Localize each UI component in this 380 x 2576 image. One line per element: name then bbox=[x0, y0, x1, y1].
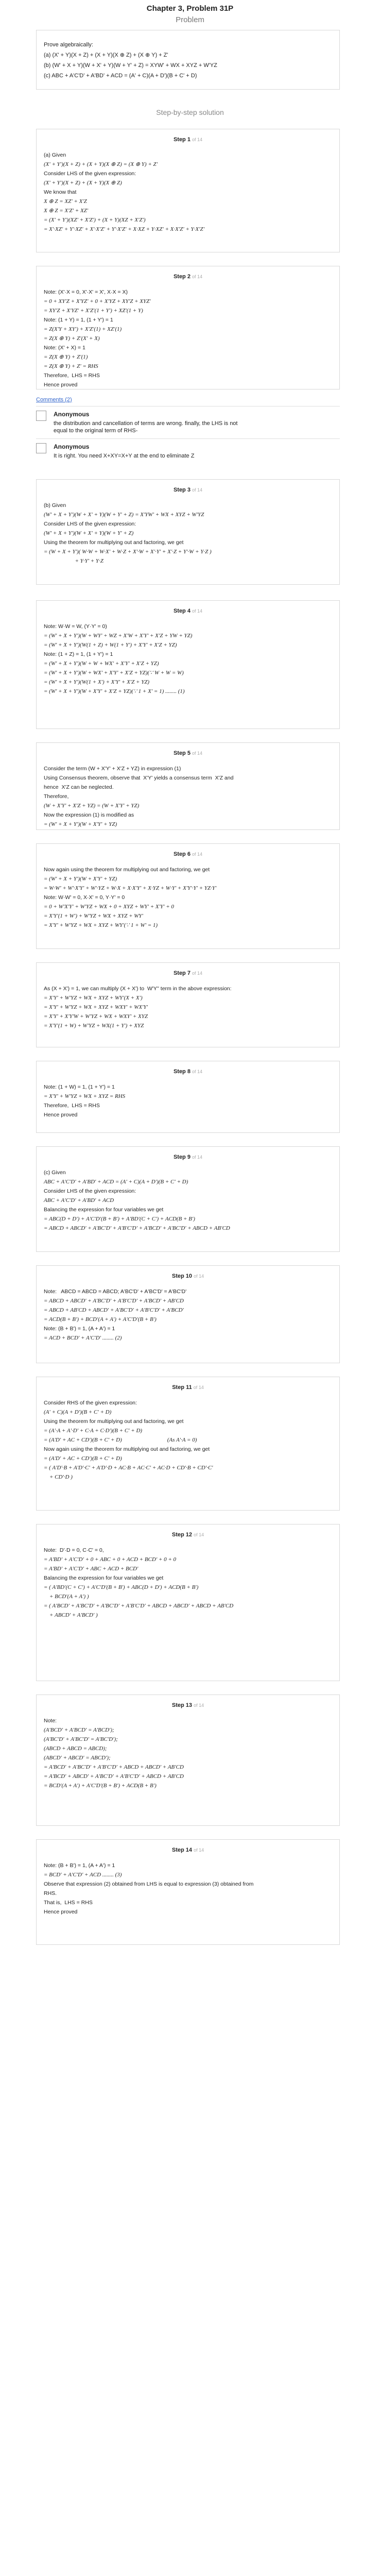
step-header bbox=[37, 844, 339, 867]
math-line: = A'BD' + A'C'D' + 0 + ABC + 0 + ACD + BCD' + 0 + 0 bbox=[44, 1556, 177, 1563]
step-card bbox=[36, 1524, 340, 1681]
step-number: Step 3 bbox=[173, 487, 191, 493]
problem-statement bbox=[36, 30, 340, 90]
step-header bbox=[37, 743, 339, 766]
step-of-total: of 14 bbox=[194, 1532, 204, 1537]
text-line: (b) Given bbox=[44, 502, 66, 509]
math-line: (ABCD' + ABCD' = ABCD'); bbox=[44, 1755, 111, 1761]
step-card bbox=[36, 962, 340, 1047]
math-line: = Z(X'Y + XY') + X'Z'(1) + XZ'(1) bbox=[44, 326, 122, 332]
step-body bbox=[37, 1547, 339, 1626]
step-body bbox=[37, 766, 339, 830]
problem-line: (c) ABC + A'C'D' + A'BD' + ACD = (A' + C)(A + D')(B + C' + D) bbox=[44, 73, 197, 79]
problem-line: Prove algebraically: bbox=[44, 42, 93, 48]
math-line: = (A'·A + A'·D' + C·A + C·D')(B + C' + D) bbox=[44, 1428, 143, 1434]
step-number: Step 10 bbox=[171, 1273, 193, 1279]
step-body bbox=[37, 152, 339, 241]
text-line: Therefore, LHS = RHS bbox=[44, 372, 100, 379]
step-of-total: of 14 bbox=[192, 274, 203, 279]
step-by-step-label: Step-by-step solution bbox=[156, 108, 224, 116]
comment bbox=[36, 438, 340, 464]
math-line: = (W + X + Y')( W·W + W·X' + W·Z + X'·W + X'·Y' + X'·Z + Y'·W + Y·Z ) bbox=[44, 549, 212, 555]
text-line: Note: (B + B') = 1, (A + A') = 1 bbox=[44, 1862, 115, 1869]
step-of-total: of 14 bbox=[192, 852, 203, 857]
step-number: Step 4 bbox=[173, 608, 191, 614]
step-header bbox=[37, 1377, 339, 1400]
math-line: = XY'Z + X'YZ' + X'Z'(1 + Y') + XZ'(1 + Y) bbox=[44, 308, 143, 314]
text-line: Consider LHS of the given expression: bbox=[44, 1188, 136, 1194]
comment-text: the distribution and cancellation of terms are wrong. finally, the LHS is not equal to the original term of RHS- bbox=[54, 420, 238, 434]
math-line: = ABCD + ABCD' + A'BC'D' + A'B'C'D' + A'BCD' + A'BC'D' + ABCD + AB'CD bbox=[44, 1225, 230, 1231]
text-line: Note: W·W' = 0, X·X' = 0, Y·Y' = 0 bbox=[44, 894, 125, 901]
step-of-total: of 14 bbox=[192, 1069, 203, 1074]
step-card bbox=[36, 742, 340, 830]
step-card bbox=[36, 1146, 340, 1252]
text-line: hence X'Z can be neglected. bbox=[44, 784, 114, 790]
math-line: = (W' + X + Y')(W + X'Y' + X'Z + YZ)(∵ 1 + X' = 1) ........ (1) bbox=[44, 688, 185, 694]
text-line: Observe that expression (2) obtained from LHS is equal to expression (3) obtained from bbox=[44, 1881, 254, 1887]
comment-author: Anonymous bbox=[54, 411, 90, 418]
text-line: Note: (1 + W) = 1, (1 + Y') = 1 bbox=[44, 1084, 115, 1090]
text-line: Consider RHS of the given expression: bbox=[44, 1400, 137, 1406]
math-line: = (A'D' + AC + CD')(B + C' + D) bbox=[44, 1455, 122, 1462]
math-line: = ( A'D'·B + A'D'·C' + A'D'·D + AC·B + AC·C' + AC·D + CD'·B + CD'·C' bbox=[44, 1465, 213, 1471]
step-body bbox=[37, 289, 339, 389]
math-line: X ⊕ Z = X'Z' + XZ' bbox=[44, 208, 89, 214]
math-line: = ACD(B + B') + BCD'(A + A') + A'C'D'(B + B') bbox=[44, 1316, 157, 1323]
text-line: Using Consensus theorem, observe that X'Y' yields a consensus term X'Z and bbox=[44, 775, 234, 781]
step-of-total: of 14 bbox=[192, 751, 203, 756]
math-line: = X'Y'(1 + W) + W'YZ + WX(1 + Y') + XYZ bbox=[44, 1023, 144, 1029]
problem-line: (a) (X' + Y)(X + Z) + (X + Y)(X ⊕ Z) + (X ⊕ Y) + Z' bbox=[44, 52, 168, 58]
math-line: = 0 + XY'Z + X'YZ' + 0 + X'YZ + XY'Z + XYZ' bbox=[44, 298, 151, 304]
problem-label: Problem bbox=[176, 15, 204, 24]
text-line: Now again using the theorem for multiplying out and factoring, we get bbox=[44, 1446, 210, 1452]
text-line: Note: (X' + X) = 1 bbox=[44, 345, 85, 351]
math-line: (X' + Y')(X + Z) + (X + Y)(X ⊕ Z) bbox=[44, 180, 122, 186]
text-line: We know that bbox=[44, 189, 77, 195]
text-line: (c) Given bbox=[44, 1170, 66, 1176]
step-header bbox=[37, 1266, 339, 1289]
math-line: = ( A'BCD' + A'BC'D' + A'BC'D' + A'B'C'D' + ABCD + ABCD' + ABCD + AB'CD bbox=[44, 1603, 234, 1609]
text-line: Using the theorem for multiplying out and factoring, we get bbox=[44, 539, 184, 546]
math-line: = X'Y'(1 + W') + W'YZ + WX + XYZ + WY' bbox=[44, 913, 143, 919]
step-header bbox=[37, 1840, 339, 1862]
step-body bbox=[37, 502, 339, 572]
avatar bbox=[36, 443, 46, 453]
math-line: = (X' + Y')(XZ' + X'Z') + (X + Y)(XZ + X'Z') bbox=[44, 217, 146, 223]
step-header bbox=[37, 1695, 339, 1718]
comments-link[interactable]: Comments (2) bbox=[36, 397, 72, 403]
math-line: = Z(X ⊕ Y) + Z'(1) bbox=[44, 354, 88, 360]
math-line: = A'BD' + A'C'D' + ABC + ACD + BCD' bbox=[44, 1566, 139, 1572]
comment-author: Anonymous bbox=[54, 443, 90, 450]
step-of-total: of 14 bbox=[192, 1155, 203, 1160]
math-line: (A' + C)(A + D')(B + C' + D) bbox=[44, 1409, 112, 1415]
comments-section bbox=[36, 389, 340, 464]
math-line: = A'BCD' + A'BC'D' + A'B'C'D' + ABCD + ABCD' + AB'CD bbox=[44, 1764, 184, 1770]
text-line: RHS. bbox=[44, 1890, 57, 1896]
text-line: Hence proved bbox=[44, 382, 78, 388]
text-line: Using the theorem for multiplying out and factoring, we get bbox=[44, 1418, 184, 1425]
math-line: (A'BC'D' + A'BC'D' = A'BC'D'); bbox=[44, 1736, 118, 1742]
text-line: Now the expression (1) is modified as bbox=[44, 812, 134, 818]
comment-text: It is right. You need X+XY=X+Y at the end to eliminate Z bbox=[54, 453, 195, 459]
step-card bbox=[36, 129, 340, 252]
math-line: = (W' + X + Y')(W + X'Y' + YZ) bbox=[44, 876, 117, 882]
step-of-total: of 14 bbox=[192, 487, 203, 493]
math-line: = X'Y' + W'YZ + WX + XYZ + WY'(∵ 1 + W' = 1) bbox=[44, 922, 158, 928]
text-line: Consider the term (W + X'Y' + X'Z + YZ) in expression (1) bbox=[44, 766, 181, 772]
math-line: = Z(X ⊕ Y) + Z' = RHS bbox=[44, 363, 98, 369]
step-of-total: of 14 bbox=[192, 137, 203, 142]
step-number: Step 9 bbox=[173, 1154, 191, 1160]
text-line: Note: bbox=[44, 1718, 57, 1724]
math-line: = W·W' + W'·X'Y' + W'·YZ + W·X + X·X'Y' + X·YZ + W·Y' + X'Y'·Y' + YZ·Y' bbox=[44, 885, 217, 891]
step-header bbox=[37, 129, 339, 152]
step-number: Step 2 bbox=[173, 274, 191, 280]
step-header bbox=[37, 1524, 339, 1547]
step-number: Step 7 bbox=[173, 970, 191, 976]
math-line: = BCD' + A'C'D' + ACD ........ (3) bbox=[44, 1872, 122, 1878]
step-of-total: of 14 bbox=[192, 971, 203, 976]
math-line: (W' + X + Y')(W + X' + Y)(W + Y' + Z) bbox=[44, 530, 134, 536]
text-line: Note: D'·D = 0, C·C' = 0, bbox=[44, 1547, 104, 1553]
step-header bbox=[37, 480, 339, 502]
math-line: (W' + X + Y')(W + X' + Y)(W + Y' + Z) = X'YW' + WX + XYZ + W'YZ bbox=[44, 512, 204, 518]
step-card bbox=[36, 1061, 340, 1133]
math-line: = ABC(D + D') + A'C'D'(B + B') + A'BD'(C + C') + ACD(B + B') bbox=[44, 1216, 195, 1222]
math-line: = (W' + X + Y')(W + W + WX' + X'Y' + X'Z + YZ) bbox=[44, 660, 159, 667]
step-card bbox=[36, 1377, 340, 1511]
text-line: That is, LHS = RHS bbox=[44, 1900, 93, 1906]
math-line: = BCD'(A + A') + A'C'D'(B + B') + ACD(B + B') bbox=[44, 1783, 157, 1789]
step-of-total: of 14 bbox=[193, 1385, 204, 1390]
math-line: + BCD'(A + A') ) bbox=[44, 1594, 89, 1600]
text-line: Note: (1 + Y) = 1, (1 + Y') = 1 bbox=[44, 317, 113, 323]
step-number: Step 11 bbox=[172, 1384, 192, 1391]
text-line: Hence proved bbox=[44, 1112, 78, 1118]
text-line: Therefore, LHS = RHS bbox=[44, 1103, 100, 1109]
math-line: + Y·Y' + Y·Z bbox=[44, 558, 103, 564]
math-line: ABC + A'C'D' + A'BD' + ACD bbox=[44, 1197, 114, 1204]
math-line: = A'BCD' + ABCD' + A'BC'D' + A'B'C'D' + ABCD + AB'CD bbox=[44, 1773, 184, 1780]
math-line: = Z(X ⊕ Y) + Z'(X' + X) bbox=[44, 335, 100, 342]
step-of-total: of 14 bbox=[194, 1274, 204, 1279]
math-line: + ABCD' + A'BCD' ) bbox=[44, 1612, 98, 1618]
step-header bbox=[37, 601, 339, 623]
text-line: Note: (B + B') = 1, (A + A') = 1 bbox=[44, 1326, 115, 1332]
text-line: Note: (1 + Z) = 1, (1 + Y') = 1 bbox=[44, 651, 113, 657]
math-line: = (W' + X + Y')(W + X'Y' + YZ) bbox=[44, 821, 117, 827]
math-line: = (W' + X + Y')(W(1 + Z) + W(1 + Y') + X'Y' + X'Z + YZ) bbox=[44, 642, 177, 648]
math-line: X ⊕ Z = XZ' + X'Z bbox=[44, 198, 87, 205]
step-number: Step 1 bbox=[173, 137, 191, 143]
math-line: = ( A'BD'(C + C') + A'C'D'(B + B') + ABC(D + D') + ACD(B + B') bbox=[44, 1584, 199, 1590]
math-line: = ABCD + ABCD' + A'BC'D' + A'B'C'D' + A'BCD' + AB'CD bbox=[44, 1298, 184, 1304]
step-number: Step 12 bbox=[171, 1532, 193, 1538]
step-card bbox=[36, 600, 340, 729]
step-body bbox=[37, 1170, 339, 1240]
step-of-total: of 14 bbox=[194, 1848, 204, 1853]
step-of-total: of 14 bbox=[194, 1703, 204, 1708]
math-line: = (W' + X + Y')(W + WY' + WZ + X'W + X'Y' + X'Z + YW + YZ) bbox=[44, 633, 193, 639]
math-line: = X'Y' + W'YZ + WX + XYZ = RHS bbox=[44, 1093, 126, 1099]
step-card bbox=[36, 266, 340, 389]
step-body bbox=[37, 1862, 339, 1923]
step-header bbox=[37, 963, 339, 986]
step-of-total: of 14 bbox=[192, 608, 203, 614]
step-header bbox=[37, 266, 339, 289]
text-line: Note: ABCD = ABCD = ABCD; A'BC'D' + A'BC'D' = A'BC'D' bbox=[44, 1289, 187, 1295]
step-number: Step 13 bbox=[171, 1702, 193, 1708]
step-body bbox=[37, 1718, 339, 1797]
step-number: Step 6 bbox=[173, 851, 191, 857]
math-line: ABC + A'C'D' + A'BD' + ACD = (A' + C)(A + D')(B + C' + D) bbox=[44, 1179, 188, 1185]
step-body bbox=[37, 867, 339, 937]
step-body bbox=[37, 1084, 339, 1126]
text-line: Note: (X'·X = 0, X'·X' = X', X·X = X) bbox=[44, 289, 128, 295]
text-line: Balancing the expression for four variables we get bbox=[44, 1575, 164, 1581]
math-line: = X'·XZ' + Y'·XZ' + X'·X'Z' + Y'·X'Z' + X·XZ + Y·XZ' + X·X'Z' + Y·X'Z' bbox=[44, 226, 204, 232]
text-line: Hence proved bbox=[44, 1909, 78, 1915]
math-line: = ACD + BCD' + A'C'D' ........ (2) bbox=[44, 1335, 122, 1341]
text-line: As (X + X') = 1, we can multiply (X + X') to W'Y'' term in the above expression: bbox=[44, 986, 232, 992]
step-number: Step 5 bbox=[173, 750, 191, 756]
text-line: Consider LHS of the given expression: bbox=[44, 171, 136, 177]
step-card bbox=[36, 1694, 340, 1826]
math-line: (X' + Y')(X + Z) + (X + Y)(X ⊕ Z) = (X ⊕ Y) + Z' bbox=[44, 161, 158, 167]
comment bbox=[36, 406, 340, 438]
math-line: (A'BCD' + A'BCD' = A'BCD'); bbox=[44, 1727, 114, 1733]
text-line: Consider LHS of the given expression: bbox=[44, 521, 136, 527]
math-line: = (A'D' + AC + CD')(B + C' + D) (As A'·A = 0) bbox=[44, 1437, 197, 1443]
step-body bbox=[37, 623, 339, 703]
math-line: + CD'·D ) bbox=[44, 1474, 73, 1480]
math-line: = X'Y' + W'YZ + WX + XYZ + WXY' + WX'Y' bbox=[44, 1004, 148, 1010]
math-line: = X'Y' + W'YZ + WX + XYZ + WY'(X + X') bbox=[44, 995, 143, 1001]
step-number: Step 8 bbox=[173, 1069, 191, 1075]
chapter-title: Chapter 3, Problem 31P bbox=[146, 4, 234, 13]
avatar bbox=[36, 411, 46, 421]
step-card bbox=[36, 1839, 340, 1945]
math-line: = X'Y' + X'Y'W + W'YZ + WX + WXY' + XYZ bbox=[44, 1013, 148, 1020]
step-card bbox=[36, 479, 340, 585]
step-body bbox=[37, 986, 339, 1037]
step-body bbox=[37, 1289, 339, 1349]
text-line: Now again using the theorem for multiplying out and factoring, we get bbox=[44, 867, 210, 873]
text-line: (a) Given bbox=[44, 152, 66, 158]
step-header bbox=[37, 1061, 339, 1084]
step-body bbox=[37, 1400, 339, 1488]
text-line: Therefore, bbox=[44, 793, 69, 800]
step-header bbox=[37, 1147, 339, 1170]
step-card bbox=[36, 1265, 340, 1363]
step-number: Step 14 bbox=[171, 1847, 193, 1853]
math-line: (W + X'Y' + X'Z + YZ) = (W + X'Y' + YZ) bbox=[44, 803, 140, 809]
problem-line: (b) (W' + X + Y)(W + X' + Y)(W + Y' + Z) = XYW' + WX + XYZ + W'YZ bbox=[44, 62, 217, 69]
math-line: = 0 + W'X'Y' + W'YZ + WX + 0 + XYZ + WY' + X'Y' + 0 bbox=[44, 904, 174, 910]
math-line: (ABCD + ABCD = ABCD); bbox=[44, 1745, 107, 1752]
step-card bbox=[36, 843, 340, 949]
math-line: = ABCD + AB'CD + ABCD' + A'BC'D' + A'B'C'D' + A'BCD' bbox=[44, 1307, 184, 1313]
math-line: = (W' + X + Y')(W + WX' + X'Y' + X'Z + YZ)(∵ W + W = W) bbox=[44, 670, 184, 676]
text-line: Note: W·W = W, (Y·Y' = 0) bbox=[44, 623, 107, 630]
text-line: Balancing the expression for four variables we get bbox=[44, 1207, 164, 1213]
math-line: = (W' + X + Y')(W(1 + X') + X'Y' + X'Z + YZ) bbox=[44, 679, 150, 685]
